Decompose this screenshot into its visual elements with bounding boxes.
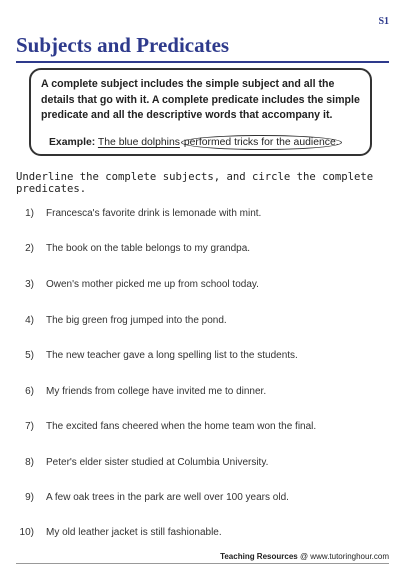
- example-line: [49, 135, 342, 150]
- example-predicate: performed tricks for the audience.: [181, 135, 342, 150]
- title-divider: [16, 61, 389, 63]
- item-number: 7): [25, 421, 34, 432]
- item-sentence: The book on the table belongs to my grandpa.: [46, 243, 251, 254]
- example-subject: The blue dolphins: [97, 137, 180, 148]
- item-sentence: Owen's mother picked me up from school today.: [46, 279, 259, 290]
- footer-divider: [16, 563, 389, 564]
- footer-link[interactable]: @ www.tutoringhour.com: [299, 552, 389, 561]
- item-number: 1): [25, 208, 34, 219]
- item-number: 10): [19, 527, 34, 538]
- page-title: Subjects and Predicates: [16, 33, 230, 57]
- instruction-text: Underline the complete subjects, and circle the complete predicates.: [16, 171, 374, 195]
- example-label: Example:: [49, 137, 96, 148]
- item-sentence: My old leather jacket is still fashionable.: [46, 527, 222, 538]
- item-number: 3): [25, 279, 34, 290]
- footer-label: Teaching Resources: [220, 552, 298, 561]
- worksheet-code: S1: [378, 16, 389, 27]
- definition-box: [29, 68, 372, 156]
- item-sentence: The new teacher gave a long spelling list to the students.: [46, 350, 298, 361]
- item-sentence: My friends from college have invited me to dinner.: [46, 386, 267, 397]
- item-number: 8): [25, 457, 34, 468]
- item-sentence: The excited fans cheered when the home team won the final.: [46, 421, 317, 432]
- item-sentence: The big green frog jumped into the pond.: [46, 315, 227, 326]
- footer-credit: [220, 552, 389, 561]
- item-number: 6): [25, 386, 34, 397]
- item-number: 2): [25, 243, 34, 254]
- definition-text: A complete subject includes the simple subject and all the details that go with it. A complete predicate includes the simple predicate and all the descriptive words that accompany it.: [41, 78, 360, 121]
- item-number: 4): [25, 315, 34, 326]
- item-sentence: Peter's elder sister studied at Columbia University.: [46, 457, 269, 468]
- item-number: 9): [25, 492, 34, 503]
- item-sentence: A few oak trees in the park are well over 100 years old.: [46, 492, 289, 503]
- item-sentence: Francesca's favorite drink is lemonade with mint.: [46, 208, 262, 219]
- item-number: 5): [25, 350, 34, 361]
